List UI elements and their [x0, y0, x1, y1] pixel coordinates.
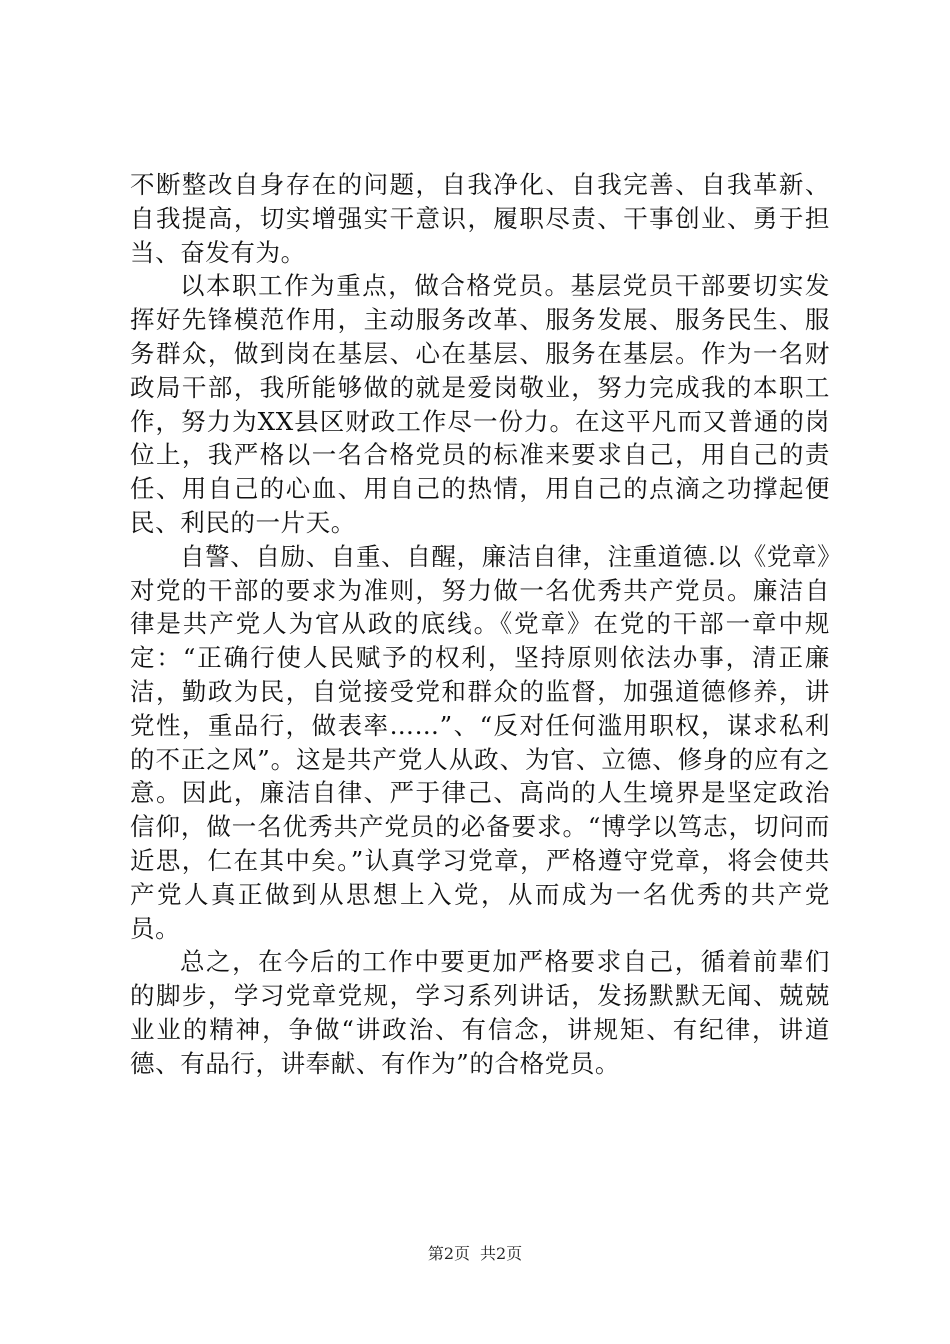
document-body: [130, 168, 830, 1081]
paragraph-continuation: 不断整改自身存在的问题，自我净化、自我完善、自我革新、自我提高，切实增强实干意识，履职尽责、干事创业、勇于担当、奋发有为。: [130, 170, 830, 267]
paragraph-integrity: 自警、自励、自重、自醒，廉洁自律，注重道德.以《党章》对党的干部的要求为准则，努力做一名优秀共产党员。廉洁自律是共产党人为官从政的底线。《党章》在党的干部一章中规定：“正确行使人民赋予的权利，坚持原则依法办事，清正廉洁，勤政为民，自觉接受党和群众的监督，加强道德修养，讲党性，重品行，做表率……”、“反对任何滥用职权，谋求私利的不正之风”。这是共产党人从政、为官、立德、修身的应有之意。因此，廉洁自律、严于律己、高尚的人生境界是坚定政治信仰，做一名优秀共产党员的必备要求。“博学以笃志，切问而近思，仁在其中矣。”认真学习党章，严格遵守党章，将会使共产党人真正做到从思想上入党，从而成为一名优秀的共产党员。: [130, 541, 830, 943]
page-number-current: 第2页: [427, 1244, 470, 1263]
page-number-total: 共2页: [480, 1244, 523, 1263]
paragraph-duty: 以本职工作为重点，做合格党员。基层党员干部要切实发挥好先锋模范作用，主动服务改革、服务发展、服务民生、服务群众，做到岗在基层、心在基层、服务在基层。作为一名财政局干部，我所能够做的就是爱岗敬业，努力完成我的本职工作，努力为XX县区财政工作尽一份力。在这平凡而又普通的岗位上，我严格以一名合格党员的标准来要求自己，用自己的责任、用自己的心血、用自己的热情，用自己的点滴之功撑起便民、利民的一片天。: [130, 271, 830, 537]
paragraph-conclusion: 总之，在今后的工作中要更加严格要求自己，循着前辈们的脚步，学习党章党规，学习系列讲话，发扬默默无闻、兢兢业业的精神，争做“讲政治、有信念，讲规矩、有纪律，讲道德、有品行，讲奉献、有作为”的合格党员。: [130, 947, 830, 1078]
page-footer: [0, 1244, 950, 1264]
